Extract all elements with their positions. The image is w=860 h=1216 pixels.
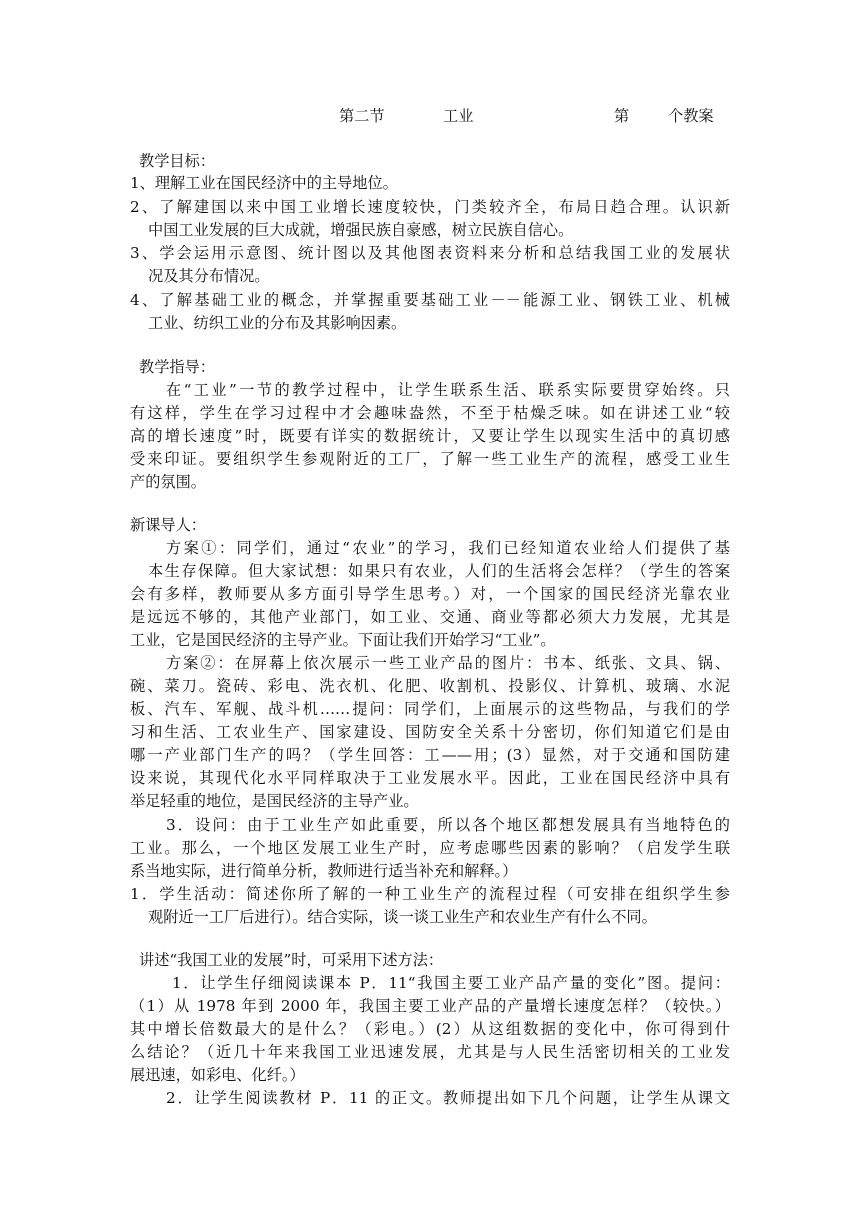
guidance-heading: 教学指导： [139,358,215,376]
plan2-line-5: 哪一产业部门生产的吗？（学生回答：工——用；(3）显然，对于交通和国防建 [130,746,730,764]
plan-number-prefix: 第 [614,107,630,125]
section-title: 工业 [443,107,474,125]
dev-p1-line-2: （1）从 1978 年到 2000 年，我国主要工业产品的产量增长速度怎样？（较快。） [130,997,730,1015]
objectives-heading: 教学目标： [139,152,215,170]
objective-item-1: 1、理解工业在国民经济中的主导地位。 [130,174,398,192]
dev-p1-line-3: 其中增长倍数最大的是什么？（彩电。）(2）从这组数据的变化中，你可得到什 [130,1020,730,1038]
objective-item-4-line-1: 4、了解基础工业的概念，并掌握重要基础工业－－能源工业、钢铁工业、机械 [130,291,730,309]
activity-line-1: 1．学生活动：简述你所了解的一种工业生产的流程过程（可安排在组织学生参 [130,885,730,903]
dev-p1-line-5: 展迅速，如彩电、化纤。） [130,1066,305,1084]
dev-p2-line-1: 2．让学生阅读教材 P．11 的正文。教师提出如下几个问题，让学生从课文 [166,1089,730,1107]
section-number: 第二节 [339,107,385,125]
plan-number-suffix: 个教案 [668,107,714,125]
plan2-line-3: 板、汽车、军舰、战斗机……提问：同学们，上面展示的这些物品，与我们的学 [130,700,730,718]
plan1-line-1: 方案①：同学们，通过“农业”的学习，我们已经知道农业给人们提供了基 [166,539,730,557]
plan2-line-2: 碗、菜刀。瓷砖、彩电、洗衣机、化肥、收割机、投影仪、计算机、玻璃、水泥 [130,677,730,695]
objective-item-4-line-2: 工业、纺织工业的分布及其影响因素。 [148,314,407,332]
plan1-line-4: 是远远不够的，其他产业部门，如工业、交通、商业等都必须大力发展，尤其是 [130,608,730,626]
objective-item-3-line-2: 况及其分布情况。 [148,267,270,285]
guidance-line-5: 产的氛围。 [130,473,206,491]
plan1-line-5: 工业，它是国民经济的主导产业。下面让我们开始学习“工业”。 [130,631,556,649]
dev-p1-line-4: 么结论？（近几十年来我国工业迅速发展，尤其是与人民生活密切相关的工业发 [130,1043,730,1061]
guidance-line-2: 有这样，学生在学习过程中才会趣味盎然，不至于枯燥乏味。如在讲述工业“较 [130,404,730,422]
objective-item-2-line-2: 中国工业发展的巨大成就，增强民族自豪感，树立民族自信心。 [148,221,574,239]
plan2-line-4: 习和生活、工农业生产、国家建设、国防安全关系十分密切，你们知道它们是由 [130,723,730,741]
plan2-line-1: 方案②：在屏幕上依次展示一些工业产品的图片：书本、纸张、文具、锅、 [166,654,730,672]
q3-line-2: 工业。那么，一个地区发展工业生产时，应考虑哪些因素的影响？（启发学生联 [130,839,730,857]
guidance-line-1: 在“工业”一节的教学过程中，让学生联系生活、联系实际要贯穿始终。只 [166,381,730,399]
guidance-line-3: 高的增长速度”时，既要有详实的数据统计，又要让学生以现实生活中的真切感 [130,427,730,445]
objective-item-2-line-1: 2、了解建国以来中国工业增长速度较快，门类较齐全，布局日趋合理。认识新 [130,198,730,216]
plan1-line-2: 本生存保障。但大家试想：如果只有农业，人们的生活将会怎样？（学生的答案 [148,562,730,580]
guidance-line-4: 受来印证。要组织学生参观附近的工厂，了解一些工业生产的流程，感受工业生 [130,450,730,468]
plan2-line-6: 设来说，其现代化水平同样取决于工业发展水平。因此，工业在国民经济中具有 [130,769,730,787]
intro-heading: 新课导人： [130,516,206,534]
objective-item-3-line-1: 3、学会运用示意图、统计图以及其他图表资料来分析和总结我国工业的发展状 [130,244,730,262]
dev-p1-line-1: 1．让学生仔细阅读课本 P．11“我国主要工业产品产量的变化”图。提问： [172,974,730,992]
plan2-line-7: 举足轻重的地位，是国民经济的主导产业。 [130,792,419,810]
development-heading: 讲述“我国工业的发展”时，可采用下述方法： [139,951,444,969]
q3-line-1: 3．设问：由于工业生产如此重要，所以各个地区都想发展具有当地特色的 [166,816,730,834]
plan1-line-3: 会有多样，教师要从多方面引导学生思考。）对，一个国家的国民经济光靠农业 [130,585,730,603]
activity-line-2: 观附近一工厂后进行）。结合实际，谈一谈工业生产和农业生产有什么不同。 [148,908,657,926]
q3-line-3: 系当地实际，进行简单分析，教师进行适当补充和解释。） [130,862,518,880]
